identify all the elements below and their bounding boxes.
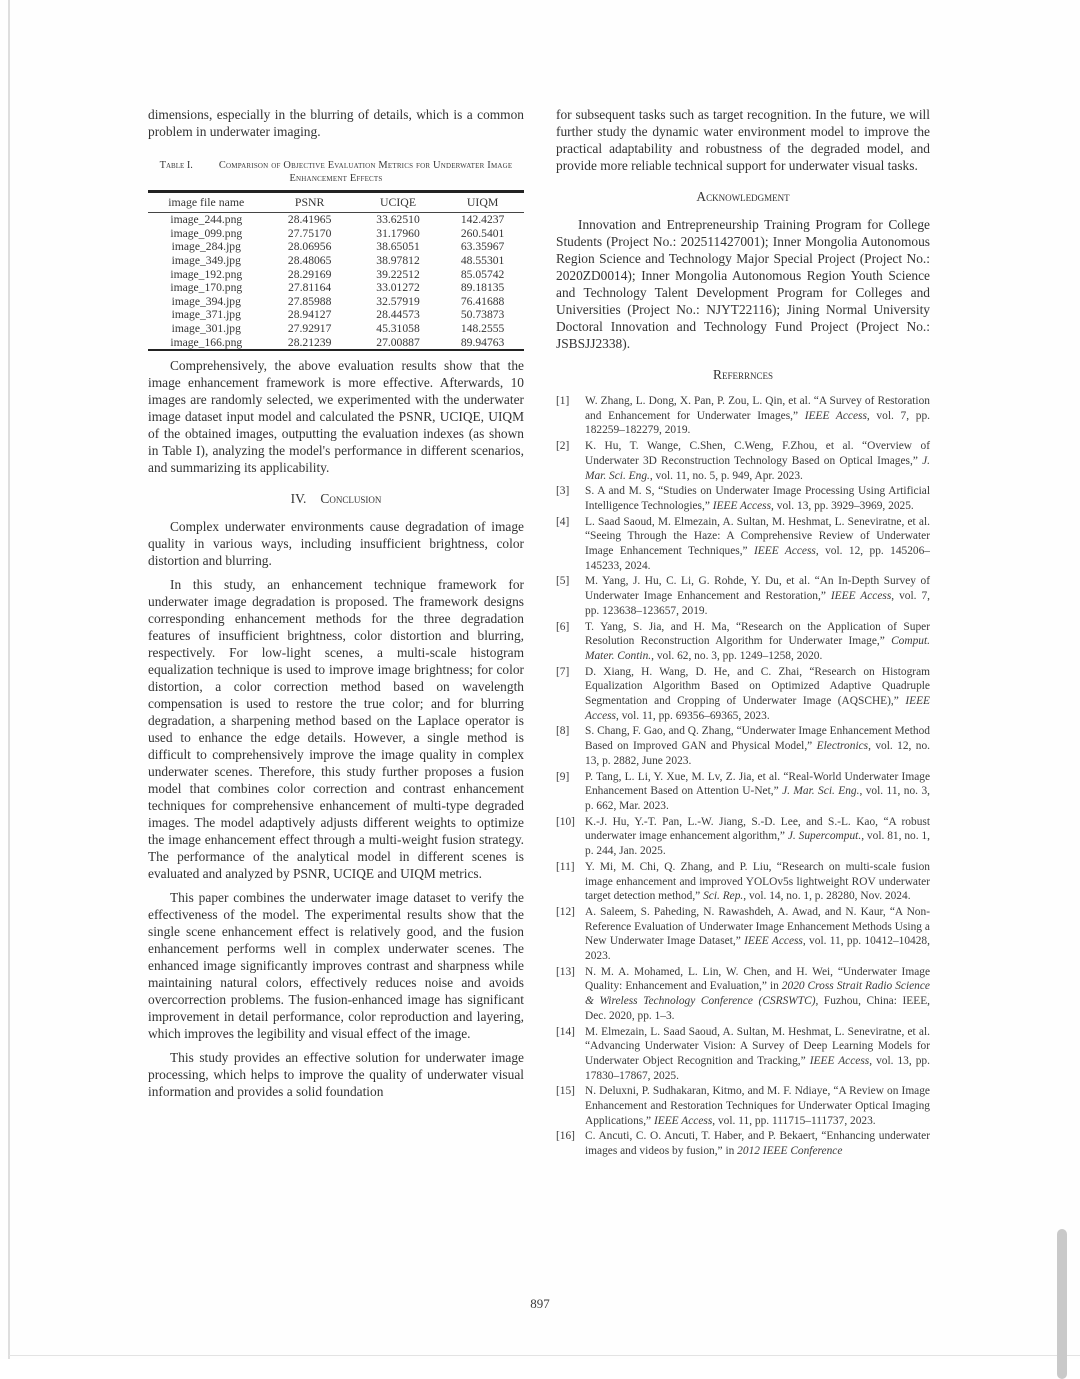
reference-label: [6] xyxy=(556,620,569,635)
reference-item xyxy=(556,1084,930,1128)
reference-text: , vol. 7, pp. 123638–123657, 2019. xyxy=(585,590,930,617)
reference-item xyxy=(556,515,930,574)
table-cell: 28.94127 xyxy=(265,308,355,322)
table-cell: 33.01272 xyxy=(355,281,441,295)
table-cell: 27.92917 xyxy=(265,322,355,336)
table-cell: 27.00887 xyxy=(355,336,441,351)
reference-text: A. Saleem, S. Paheding, N. Rawashdeh, A. Awad, and N. Kaur, “A Non-Reference Evaluation of Underwater Image Enhancement Methods Using a New Underwater Image Dataset,” xyxy=(585,906,930,947)
reference-venue: Comput. Mater. Contin. xyxy=(585,635,930,662)
reference-text: , vol. 13, pp. 3929–3969, 2025. xyxy=(771,500,914,512)
reference-venue: IEEE Access xyxy=(754,545,816,557)
column-header: UCIQE xyxy=(355,192,441,213)
reference-label: [10] xyxy=(556,815,575,830)
table-cell: image_349.jpg xyxy=(148,254,265,268)
table-cell: 28.29169 xyxy=(265,268,355,282)
reference-text: , vol. 14, no. 1, p. 28280, Nov. 2024. xyxy=(743,890,910,902)
reference-text: P. Tang, L. Li, Y. Xue, M. Lv, Z. Jia, et al. “Real-World Underwater Image Enhancement Based on Attention U-Net,” xyxy=(585,771,930,798)
table-cell: 28.06956 xyxy=(265,240,355,254)
reference-text: S. A and M. S, “Studies on Underwater Image Processing Using Artificial Intelligence Technologies,” xyxy=(585,485,930,512)
section-title: Conclusion xyxy=(320,491,381,506)
reference-venue: IEEE Access xyxy=(805,410,867,422)
reference-item xyxy=(556,965,930,1024)
reference-text: C. Ancuti, C. O. Ancuti, T. Haber, and P. Bekaert, “Enhancing underwater images and videos by fusion,” in xyxy=(585,1130,930,1157)
reference-text: N. M. A. Mohamed, L. Lin, W. Chen, and H. Wei, “Underwater Image Quality: Enhancement and Evaluation,” in xyxy=(585,966,930,993)
table-header-row xyxy=(148,192,524,213)
reference-item xyxy=(556,905,930,964)
intro-paragraph: dimensions, especially in the blurring of details, which is a common problem in underwater imaging. xyxy=(148,106,524,140)
table-cell: 89.18135 xyxy=(441,281,524,295)
table-cell: image_244.png xyxy=(148,213,265,227)
reference-label: [1] xyxy=(556,394,569,409)
table-row xyxy=(148,254,524,268)
table-cell: image_192.png xyxy=(148,268,265,282)
reference-label: [9] xyxy=(556,770,569,785)
reference-text: , vol. 11, pp. 69356–69365, 2023. xyxy=(616,710,770,722)
table-row xyxy=(148,295,524,309)
table-cell: image_371.jpg xyxy=(148,308,265,322)
reference-venue: J. Mar. Sci. Eng. xyxy=(782,785,859,797)
table-cell: 63.35967 xyxy=(441,240,524,254)
summary-paragraph: Comprehensively, the above evaluation results show that the image enhancement framework is more effective. Afterwards, 10 images are randomly selected, we experimented with the underwater image dataset input model and calculated the PSNR, UCIQE, UIQM of the obtained images, outputting the evaluation indexes (as shown in Table I), analyzing the model's performance in different scenarios, and summarizing its applicability. xyxy=(148,357,524,476)
reference-venue: 2020 Cross Strait Radio Science & Wireless Technology Conference (CSRSWTC) xyxy=(585,980,930,1007)
table-cell: image_170.png xyxy=(148,281,265,295)
reference-text: , vol. 12, no. 13, p. 2882, June 2023. xyxy=(585,740,930,767)
reference-text: S. Chang, F. Gao, and Q. Zhang, “Underwater Image Enhancement Method Based on Improved GAN and Physical Model,” xyxy=(585,725,930,752)
reference-label: [14] xyxy=(556,1025,575,1040)
reference-label: [3] xyxy=(556,484,569,499)
table-cell: 33.62510 xyxy=(355,213,441,227)
reference-item xyxy=(556,574,930,618)
table-cell: 142.4237 xyxy=(441,213,524,227)
reference-item xyxy=(556,815,930,859)
table-cell: 27.85988 xyxy=(265,295,355,309)
reference-text: , vol. 62, no. 3, pp. 1249–1258, 2020. xyxy=(651,650,822,662)
table-cell: 39.22512 xyxy=(355,268,441,282)
table-cell: 28.21239 xyxy=(265,336,355,351)
reference-label: [8] xyxy=(556,724,569,739)
table-cell: image_284.jpg xyxy=(148,240,265,254)
reference-label: [5] xyxy=(556,574,569,589)
reference-text: M. Yang, J. Hu, C. Li, G. Rohde, Y. Du, et al. “An In-Depth Survey of Underwater Image Enhancement and Restoration,” xyxy=(585,575,930,602)
table-cell: 28.48065 xyxy=(265,254,355,268)
reference-label: [15] xyxy=(556,1084,575,1099)
reference-venue: IEEE Access xyxy=(713,500,771,512)
table-cell: image_166.png xyxy=(148,336,265,351)
reference-label: [11] xyxy=(556,860,575,875)
reference-text: D. Xiang, H. Wang, D. He, and C. Zhai, “Research on Histogram Equalization Algorithm Based on Optimized Adaptive Quadruple Segmentation and Cropping of Underwater Image (AQSCHE),” xyxy=(585,666,930,707)
page-number: 897 xyxy=(0,1296,1080,1312)
table-row xyxy=(148,213,524,227)
reference-text: , vol. 81, no. 1, p. 244, Jan. 2025. xyxy=(585,830,930,857)
table-cell: 28.41965 xyxy=(265,213,355,227)
reference-text: , vol. 11, pp. 10412–10428, 2023. xyxy=(585,935,930,962)
table-cell: 31.17960 xyxy=(355,227,441,241)
paragraph: Complex underwater environments cause degradation of image quality in various ways, including insufficient brightness, color distortion and blurring. xyxy=(148,518,524,569)
reference-label: [7] xyxy=(556,665,569,680)
paragraph: This paper combines the underwater image dataset to verify the effectiveness of the model. The experimental results show that the single scene enhancement effect is relatively good, and the fusion enhancement performs well in complex underwater scenes. The enhanced image significantly improves contrast and sharpness while maintaining natural colors, effectively reduces noise and avoids overcorrection problems. The fusion-enhanced image has significant improvement in detail performance, color reproduction and layering, which improves the legibility and visual effect of the image. xyxy=(148,889,524,1042)
reference-item xyxy=(556,860,930,904)
reference-venue: Electronics xyxy=(817,740,868,752)
reference-venue: IEEE Access xyxy=(744,935,803,947)
section-title: Acknowledgment xyxy=(696,189,789,204)
scrollbar-thumb[interactable] xyxy=(1057,1229,1067,1379)
reference-text: , vol. 12, pp. 145206–145233, 2024. xyxy=(585,545,930,572)
reference-text: K.-J. Hu, Y.-T. Pan, L.-W. Jiang, S.-D. Lee, and S.-L. Kao, “A robust underwater image enhancement algorithm,” xyxy=(585,816,930,843)
table-cell: 27.81164 xyxy=(265,281,355,295)
paragraph: This study provides an effective solution for underwater image processing, which helps to improve the quality of underwater visual information and provides a solid foundation xyxy=(148,1049,524,1100)
reference-text: M. Elmezain, L. Saad Saoud, A. Sultan, M. Heshmat, L. Seneviratne, et al. “Advancing Underwater Vision: A Survey of Deep Learning Models for Underwater Object Recognition and Tracking,” xyxy=(585,1026,930,1067)
reference-text: N. Deluxni, P. Sudhakaran, Kitmo, and M. F. Ndiaye, “A Review on Image Enhancement and Restoration Techniques for Underwater Optical Imaging Applications,” xyxy=(585,1085,930,1126)
reference-label: [12] xyxy=(556,905,575,920)
table-cell: 260.5401 xyxy=(441,227,524,241)
table-row xyxy=(148,308,524,322)
reference-text: , vol. 7, pp. 182259–182279, 2019. xyxy=(585,410,930,437)
table-cell: 45.31058 xyxy=(355,322,441,336)
reference-text: T. Yang, S. Jia, and H. Ma, “Research on the Application of Super Resolution Reconstruction Algorithm for Underwater Image,” xyxy=(585,621,930,648)
reference-item xyxy=(556,439,930,483)
table-row xyxy=(148,240,524,254)
acknowledgment-paragraph: Innovation and Entrepreneurship Training Program for College Students (Project No.: 202511427001); Inner Mongolia Autonomous Region Science and Technology Major Special Project (Project No.: 2020ZD0014); Inner Mongolia Autonomous Region Youth Science and Technology Talent Development Program for Colleges and Universities (Project No.: NJYT22116); Jining Normal University Doctoral Innovation and Technology Fund Project (Project No.: JSBSJJ2338). xyxy=(556,216,930,352)
reference-text: Y. Mi, M. Chi, Q. Zhang, and P. Liu, “Research on multi-scale fusion image enhancement and improved YOLOv5s lightweight ROV underwater target detection method,” xyxy=(585,861,930,902)
reference-label: [4] xyxy=(556,515,569,530)
reference-venue: J. Mar. Sci. Eng. xyxy=(585,455,930,482)
table-row xyxy=(148,268,524,282)
reference-venue: 2012 IEEE Conference xyxy=(737,1145,842,1157)
reference-item xyxy=(556,1025,930,1084)
column-header: PSNR xyxy=(265,192,355,213)
section-title: Referrnces xyxy=(713,367,773,382)
table-cell: image_394.jpg xyxy=(148,295,265,309)
reference-label: [13] xyxy=(556,965,575,980)
table-row xyxy=(148,336,524,351)
table-row xyxy=(148,227,524,241)
table-caption xyxy=(152,160,520,185)
table-row xyxy=(148,322,524,336)
reference-text: , vol. 11, no. 3, p. 662, Mar. 2023. xyxy=(585,785,930,812)
reference-item xyxy=(556,665,930,724)
reference-text: , Fuzhou, China: IEEE, Dec. 2020, pp. 1–3. xyxy=(585,995,930,1022)
section-heading-acknowledgment xyxy=(556,189,930,205)
paragraph: In this study, an enhancement technique framework for underwater image degradation is proposed. The framework designs corresponding enhancement methods for the three degradation features of insufficient brightness, color distortion and blurring, respectively. For low-light scenes, a multi-scale histogram equalization technique is used to improve image brightness; for color distortion, a color correction method based on wavelength compensation is used to restore the true color; and for blurring degradation, a sharpening method based on the Laplace operator is used to enhance the edge details. However, a single method is difficult to comprehensively improve the image quality in complex underwater scenes. Therefore, this study further proposes a fusion model that combines color correction and contrast enhancement techniques for comprehensive enhancement of multi-type degraded images. The model adaptively adjusts different weights to optimize the image enhancement effect through a multi-weight fusion strategy. The performance of the analytical model in different scenes is evaluated and analyzed by PSNR, UCIQE and UIQM metrics. xyxy=(148,576,524,882)
left-column xyxy=(148,106,524,1107)
section-numeral: IV. xyxy=(291,491,307,506)
table-cell: image_099.png xyxy=(148,227,265,241)
reference-item xyxy=(556,620,930,664)
reference-item xyxy=(556,484,930,513)
table-cell: 38.97812 xyxy=(355,254,441,268)
table-cell: 32.57919 xyxy=(355,295,441,309)
reference-item xyxy=(556,394,930,438)
reference-list xyxy=(556,394,930,1159)
section-heading-conclusion xyxy=(148,491,524,507)
right-column xyxy=(556,106,930,1160)
table-cell: 38.65051 xyxy=(355,240,441,254)
continued-paragraph: for subsequent tasks such as target recognition. In the future, we will further study the dynamic water environment model to improve the practical adaptability and robustness of the degraded model, and provide more reliable technical support for underwater visual tasks. xyxy=(556,106,930,174)
reference-text: L. Saad Saoud, M. Elmezain, A. Sultan, M. Heshmat, L. Seneviratne, et al. “Seeing Through the Haze: A Comprehensive Review of Underwater Image Enhancement Techniques,” xyxy=(585,516,930,557)
table-cell: 148.2555 xyxy=(441,322,524,336)
reference-item xyxy=(556,770,930,814)
table-cell: 85.05742 xyxy=(441,268,524,282)
reference-item xyxy=(556,724,930,768)
table-cell: 89.94763 xyxy=(441,336,524,351)
reference-venue: IEEE Access xyxy=(585,695,930,722)
table-caption-text: Comparison of Objective Evaluation Metrics for Underwater Image Enhancement Effects xyxy=(219,160,512,184)
reference-venue: Sci. Rep. xyxy=(703,890,743,902)
reference-label: [16] xyxy=(556,1129,575,1144)
column-header: UIQM xyxy=(441,192,524,213)
reference-venue: IEEE Access xyxy=(654,1115,712,1127)
table-cell: 28.44573 xyxy=(355,308,441,322)
column-header: image file name xyxy=(148,192,265,213)
section-heading-references xyxy=(556,367,930,383)
reference-label: [2] xyxy=(556,439,569,454)
table-cell: 48.55301 xyxy=(441,254,524,268)
reference-item xyxy=(556,1129,930,1158)
reference-venue: J. Supercomput. xyxy=(788,830,861,842)
reference-text: , vol. 11, no. 5, p. 949, Apr. 2023. xyxy=(650,470,803,482)
reference-text: K. Hu, T. Wange, C.Shen, C.Weng, F.Zhou, et al. “Overview of Underwater 3D Reconstruction Technology Based on Optical Images,” xyxy=(585,440,930,467)
conclusion-paragraphs xyxy=(148,518,524,1100)
reference-text: , vol. 13, pp. 17830–17867, 2025. xyxy=(585,1055,930,1082)
table-cell: 27.75170 xyxy=(265,227,355,241)
table-caption-label: Table I. xyxy=(160,160,193,171)
table-cell: 50.73873 xyxy=(441,308,524,322)
table-cell: image_301.jpg xyxy=(148,322,265,336)
metrics-table xyxy=(148,190,524,351)
reference-text: , vol. 11, pp. 111715–111737, 2023. xyxy=(712,1115,875,1127)
reference-venue: IEEE Access xyxy=(810,1055,869,1067)
reference-venue: IEEE Access xyxy=(831,590,891,602)
table-cell: 76.41688 xyxy=(441,295,524,309)
reference-text: W. Zhang, L. Dong, X. Pan, P. Zou, L. Qin, et al. “A Survey of Restoration and Enhancement for Underwater Images,” xyxy=(585,395,930,422)
table-row xyxy=(148,281,524,295)
